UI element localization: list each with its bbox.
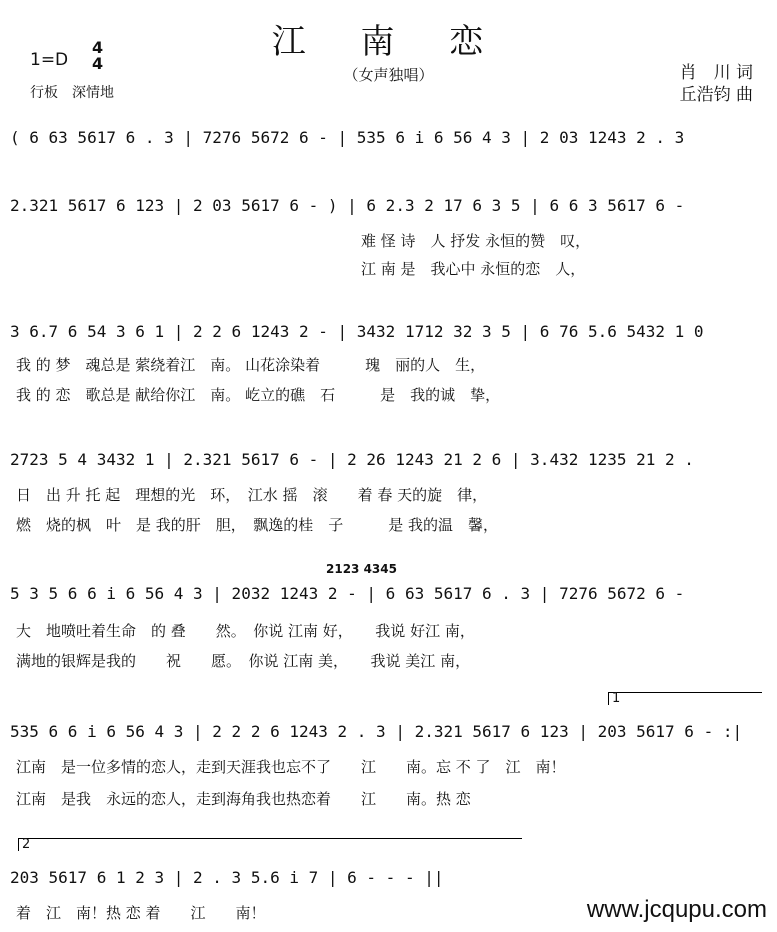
lyric-row-2-verse-1: 难 怪 诗 人 抒发 永恒的赞 叹， (16, 232, 591, 250)
lyricist-credit: 肖 川 词 (679, 63, 753, 83)
lyric-row-4-verse-1: 日 出 升 托 起 理想的光 环， 江水 摇 滚 着 春 天的旋 律， (16, 486, 488, 504)
song-subtitle: （女声独唱） (343, 66, 434, 84)
site-watermark: www.jcqupu.com (586, 896, 767, 923)
score-row-5: 5 3 5 6 6 i 6 56 4 3 | 2032 1243 2 - | 6 63 5617 6 . 3 | 7276 5672 6 - (10, 584, 685, 603)
score-row-3: 3 6.7 6 54 3 6 1 | 2 2 6 1243 2 - | 3432 1712 32 3 5 | 6 76 5.6 5432 1 0 (10, 322, 704, 341)
time-signature (92, 40, 103, 72)
lyric-row-4-verse-2: 燃 烧的枫 叶 是 我的肝 胆， 飘逸的桂 子 是 我的温 馨， (16, 516, 499, 534)
lyric-row-6-verse-1: 江南 是一位多情的恋人，走到天涯我也忘不了 江 南。忘 不 了 江 南！ (16, 758, 566, 776)
score-row-2: 2.321 5617 6 123 | 2 03 5617 6 - ) | 6 2.3 2 17 6 3 5 | 6 6 3 5617 6 - (10, 196, 685, 215)
lyric-row-7: 着 江 南！热 恋 着 江 南！ (16, 904, 266, 922)
lyric-row-3-verse-1: 我 的 梦 魂总是 萦绕着江 南。 山花涂染着 瑰 丽的人 生， (16, 356, 486, 374)
volta-1: 1 (608, 692, 762, 705)
lyric-row-5-verse-2: 满地的银辉是我的 祝 愿。 你说 江南 美， 我说 美江 南， (16, 652, 471, 670)
score-row-4: 2723 5 4 3432 1 | 2.321 5617 6 - | 2 26 1243 21 2 6 | 3.432 1235 21 2 . (10, 450, 694, 469)
tempo-marking: 行板 深情地 (30, 85, 114, 101)
score-row-1: ( 6 63 5617 6 . 3 | 7276 5672 6 - | 535 6 i 6 56 4 3 | 2 03 1243 2 . 3 (10, 128, 685, 147)
key-signature: 1=D (30, 50, 69, 70)
score-row-7: 203 5617 6 1 2 3 | 2 . 3 5.6 i 7 | 6 - - - || (10, 868, 444, 887)
time-top: 4 (92, 38, 104, 57)
score-row-6: 535 6 6 i 6 56 4 3 | 2 2 2 6 1243 2 . 3 | 2.321 5617 6 123 | 203 5617 6 - :| (10, 722, 743, 741)
composer-credit: 丘浩钧 曲 (679, 85, 753, 105)
song-title: 江 南 恋 (271, 22, 506, 62)
lyric-row-3-verse-2: 我 的 恋 歌总是 献给你江 南。 屹立的礁 石 是 我的诚 挚， (16, 386, 501, 404)
lyric-row-2-verse-2: 江 南 是 我心中 永恒的恋 人， (16, 260, 586, 278)
volta-2: 2 (18, 838, 522, 851)
time-bottom: 4 (92, 54, 104, 73)
lyric-row-6-verse-2: 江南 是我 永远的恋人，走到海角我也热恋着 江 南。热 恋 (16, 790, 471, 808)
lyric-row-5-verse-1: 大 地喷吐着生命 的 叠 然。 你说 江南 好， 我说 好江 南， (16, 622, 475, 640)
ornament-annotation: 2123 4345 (326, 562, 397, 576)
